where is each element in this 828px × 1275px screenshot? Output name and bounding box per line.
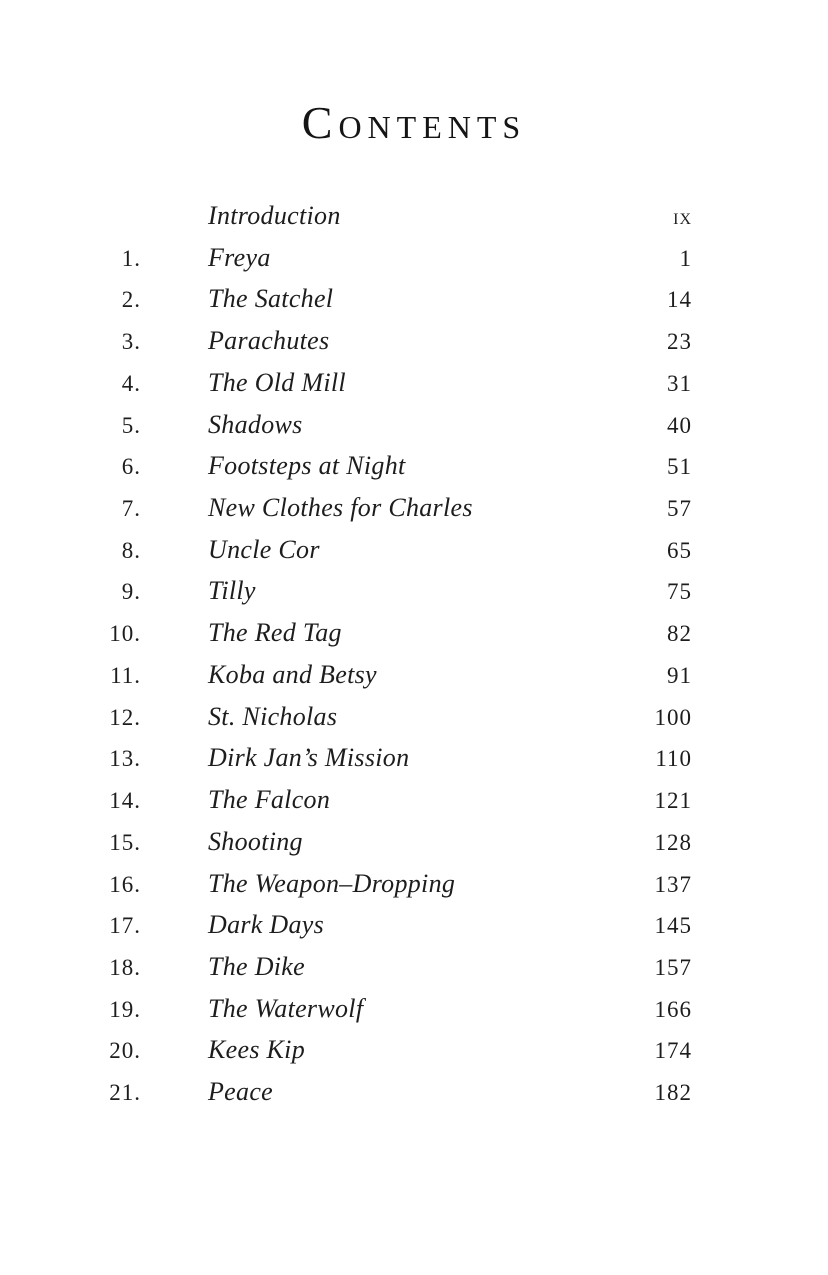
page-number: ix bbox=[673, 204, 692, 229]
chapter-title: Shooting bbox=[208, 826, 303, 856]
chapter-title: Dark Days bbox=[208, 910, 325, 940]
page-number: 14 bbox=[667, 287, 692, 313]
toc-row bbox=[100, 910, 692, 952]
toc-row bbox=[100, 410, 692, 452]
toc-row bbox=[100, 576, 692, 618]
chapter-title: St. Nicholas bbox=[208, 701, 338, 731]
toc-row bbox=[100, 702, 692, 744]
page-number: 110 bbox=[655, 746, 692, 772]
page-number: 1 bbox=[679, 245, 692, 271]
chapter-title: The Red Tag bbox=[208, 618, 342, 648]
toc-row bbox=[100, 827, 692, 869]
page-number: 121 bbox=[654, 788, 692, 814]
chapter-title: The Dike bbox=[208, 951, 305, 981]
chapter-title: Dirk Jan’s Mission bbox=[208, 743, 410, 773]
chapter-number: 20. bbox=[109, 1038, 141, 1064]
chapter-number: 7. bbox=[121, 496, 141, 522]
chapter-title: The Falcon bbox=[208, 785, 331, 815]
toc-row bbox=[100, 1035, 692, 1077]
toc-row bbox=[100, 284, 692, 326]
chapter-title: Footsteps at Night bbox=[208, 451, 406, 481]
table-of-contents bbox=[100, 201, 692, 1119]
page-number: 182 bbox=[654, 1080, 692, 1106]
page-number: 91 bbox=[667, 662, 692, 688]
toc-row bbox=[100, 869, 692, 911]
page-number: 137 bbox=[654, 871, 692, 897]
chapter-number: 13. bbox=[109, 746, 141, 772]
page-number: 65 bbox=[667, 537, 692, 563]
toc-row bbox=[100, 201, 692, 243]
toc-row bbox=[100, 451, 692, 493]
page-number: 31 bbox=[667, 370, 692, 396]
toc-row bbox=[100, 785, 692, 827]
chapter-number: 12. bbox=[109, 704, 141, 730]
chapter-number: 19. bbox=[109, 996, 141, 1022]
chapter-number: 4. bbox=[121, 370, 141, 396]
chapter-number: 6. bbox=[121, 454, 141, 480]
chapter-number: 10. bbox=[109, 621, 141, 647]
chapter-number: 8. bbox=[121, 537, 141, 563]
chapter-number: 1. bbox=[121, 245, 141, 271]
toc-row bbox=[100, 1077, 692, 1119]
chapter-number: 9. bbox=[121, 579, 141, 605]
chapter-title: The Waterwolf bbox=[208, 993, 364, 1023]
page-number: 75 bbox=[667, 579, 692, 605]
toc-row bbox=[100, 618, 692, 660]
chapter-number: 11. bbox=[110, 662, 141, 688]
toc-row bbox=[100, 535, 692, 577]
page-number: 82 bbox=[667, 621, 692, 647]
page-number: 128 bbox=[654, 829, 692, 855]
page-number: 57 bbox=[667, 496, 692, 522]
toc-row bbox=[100, 743, 692, 785]
chapter-title: Introduction bbox=[208, 201, 341, 230]
page-number: 23 bbox=[667, 329, 692, 355]
chapter-title: Parachutes bbox=[208, 326, 330, 356]
toc-row bbox=[100, 243, 692, 285]
page-number: 40 bbox=[667, 412, 692, 438]
chapter-number: 21. bbox=[109, 1080, 141, 1106]
chapter-number: 15. bbox=[109, 829, 141, 855]
chapter-title: Uncle Cor bbox=[208, 534, 320, 564]
chapter-number: 16. bbox=[109, 871, 141, 897]
chapter-number: 5. bbox=[121, 412, 141, 438]
page-number: 174 bbox=[654, 1038, 692, 1064]
chapter-title: Peace bbox=[208, 1077, 274, 1107]
chapter-title: The Weapon–Dropping bbox=[208, 868, 456, 898]
toc-row bbox=[100, 994, 692, 1036]
toc-row bbox=[100, 326, 692, 368]
chapter-number: 17. bbox=[109, 913, 141, 939]
toc-row bbox=[100, 952, 692, 994]
chapter-title: The Satchel bbox=[208, 284, 334, 314]
chapter-title: Koba and Betsy bbox=[208, 659, 377, 689]
chapter-title: New Clothes for Charles bbox=[208, 493, 473, 523]
page-number: 51 bbox=[667, 454, 692, 480]
chapter-title: Kees Kip bbox=[208, 1035, 306, 1065]
toc-row bbox=[100, 493, 692, 535]
chapter-number: 3. bbox=[121, 329, 141, 355]
page-number: 145 bbox=[654, 913, 692, 939]
chapter-number: 18. bbox=[109, 954, 141, 980]
toc-row bbox=[100, 660, 692, 702]
page-number: 157 bbox=[654, 954, 692, 980]
chapter-title: Shadows bbox=[208, 409, 303, 439]
chapter-number: 2. bbox=[121, 287, 141, 313]
page-number: 166 bbox=[654, 996, 692, 1022]
chapter-number: 14. bbox=[109, 788, 141, 814]
toc-row bbox=[100, 368, 692, 410]
chapter-title: Tilly bbox=[208, 576, 256, 606]
page-title: Contents bbox=[301, 97, 527, 148]
page-number: 100 bbox=[654, 704, 692, 730]
chapter-title: Freya bbox=[208, 242, 271, 272]
chapter-title: The Old Mill bbox=[208, 367, 346, 397]
